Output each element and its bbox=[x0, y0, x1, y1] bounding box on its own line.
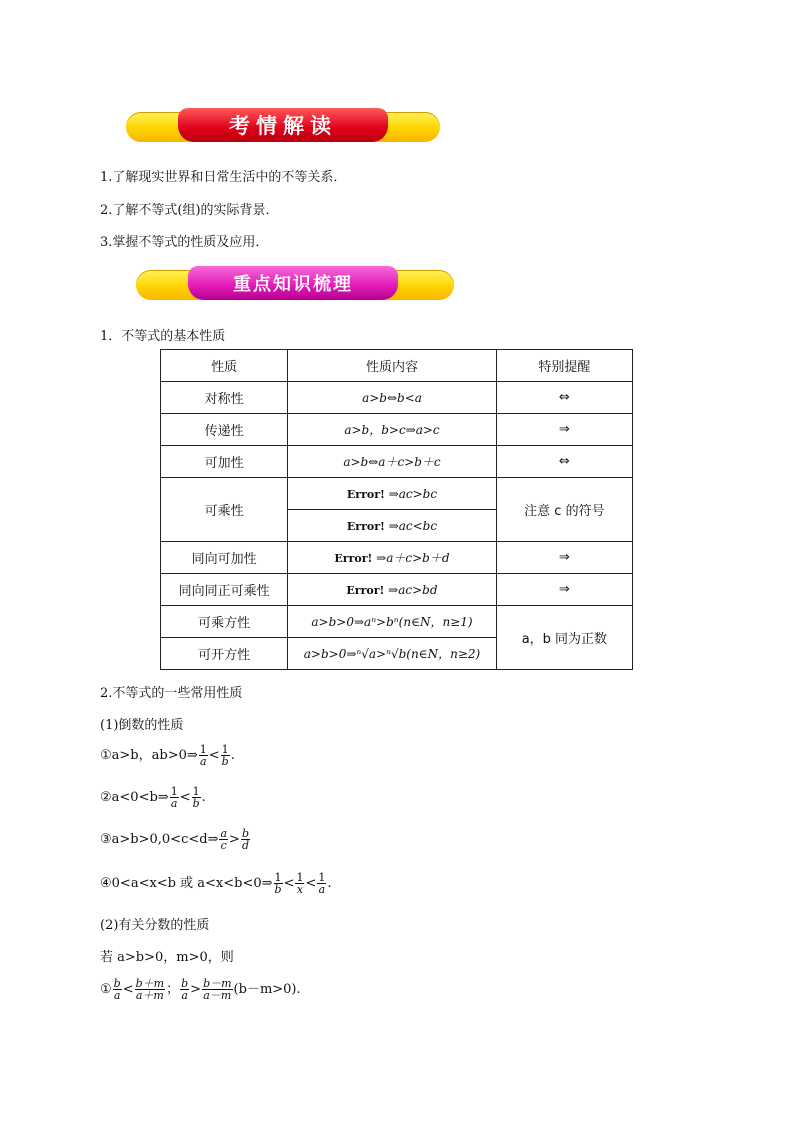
requirement-item: 3.掌握不等式的性质及应用． bbox=[100, 235, 269, 250]
property-note: ⇒ bbox=[496, 542, 632, 574]
operator: < bbox=[122, 982, 134, 997]
numerator: b－m bbox=[203, 977, 232, 990]
denominator: x bbox=[296, 883, 304, 896]
property-content bbox=[288, 606, 497, 638]
section-banner-exam-analysis bbox=[126, 108, 440, 144]
banner-title: 考情解读 bbox=[178, 108, 388, 142]
table-row bbox=[161, 446, 633, 478]
fraction-property-item bbox=[100, 978, 301, 1001]
fraction bbox=[199, 744, 208, 767]
numerator: 1 bbox=[318, 871, 326, 884]
table-row bbox=[161, 414, 633, 446]
denominator: a bbox=[170, 797, 178, 810]
property-content bbox=[288, 638, 497, 670]
denominator: a＋m bbox=[135, 989, 164, 1002]
formula-prefix: ④0<a<x<b 或 a<x<b<0⇒ bbox=[100, 876, 273, 891]
property-name: 可开方性 bbox=[161, 638, 288, 670]
property-name: 可乘方性 bbox=[161, 606, 288, 638]
operator: < bbox=[208, 748, 220, 763]
property-note: ⇔ bbox=[496, 382, 632, 414]
property-content bbox=[288, 446, 497, 478]
property-note: ⇔ bbox=[496, 446, 632, 478]
fraction bbox=[180, 978, 189, 1001]
error-placeholder: Error! bbox=[346, 487, 385, 501]
table-row bbox=[161, 574, 633, 606]
denominator: b bbox=[192, 797, 200, 810]
formula-prefix: ②a<0<b⇒ bbox=[100, 790, 169, 805]
fraction bbox=[192, 786, 201, 809]
requirement-item: 2.了解不等式(组)的实际背景． bbox=[100, 203, 279, 218]
property-name: 传递性 bbox=[161, 414, 288, 446]
numerator: 1 bbox=[274, 871, 282, 884]
fraction bbox=[219, 828, 228, 851]
property-formula: a>b，b>c⇒a>c bbox=[344, 423, 440, 437]
table-header: 性质内容 bbox=[288, 350, 497, 382]
operator: < bbox=[305, 876, 317, 891]
property-note: ⇒ bbox=[496, 414, 632, 446]
denominator: a bbox=[199, 755, 207, 768]
table-header: 特别提醒 bbox=[496, 350, 632, 382]
section-heading: 1．不等式的基本性质 bbox=[100, 329, 226, 344]
property-name: 可乘性 bbox=[161, 478, 288, 542]
property-formula: a>b>0⇒ⁿ√a>ⁿ√b(n∈N，n≥2) bbox=[303, 647, 481, 661]
subsection-heading: (2)有关分数的性质 bbox=[100, 918, 210, 933]
reciprocal-item-4 bbox=[100, 872, 332, 895]
property-formula: a>b>0⇒aⁿ>bⁿ(n∈N，n≥1) bbox=[311, 615, 473, 629]
formula-prefix: ①a>b，ab>0⇒ bbox=[100, 748, 198, 763]
property-note: a，b 同为正数 bbox=[496, 606, 632, 670]
property-name: 同向同正可乘性 bbox=[161, 574, 288, 606]
section-heading: 2.不等式的一些常用性质 bbox=[100, 686, 243, 701]
table-row bbox=[161, 606, 633, 638]
numerator: b bbox=[181, 977, 189, 990]
operator: > bbox=[190, 982, 202, 997]
property-content bbox=[288, 414, 497, 446]
fraction bbox=[113, 978, 122, 1001]
error-placeholder: Error! bbox=[346, 583, 385, 597]
period: . bbox=[201, 790, 206, 805]
operator: < bbox=[179, 790, 191, 805]
property-formula: ⇒ac>bd bbox=[384, 582, 438, 597]
property-name: 同向可加性 bbox=[161, 542, 288, 574]
condition-tail: (b－m>0). bbox=[233, 982, 301, 997]
table-row bbox=[161, 382, 633, 414]
inequality-properties-table bbox=[160, 349, 633, 670]
denominator: c bbox=[220, 839, 227, 852]
reciprocal-item-3 bbox=[100, 828, 251, 851]
reciprocal-item-1 bbox=[100, 744, 235, 767]
table-row bbox=[161, 478, 633, 510]
property-content bbox=[288, 382, 497, 414]
banner-title: 重点知识梳理 bbox=[188, 266, 398, 300]
numerator: b bbox=[113, 977, 121, 990]
numerator: 1 bbox=[221, 743, 229, 756]
formula-prefix: ③a>b>0,0<c<d⇒ bbox=[100, 832, 219, 847]
denominator: a bbox=[181, 989, 188, 1002]
property-content bbox=[288, 542, 497, 574]
table-header: 性质 bbox=[161, 350, 288, 382]
fraction bbox=[135, 978, 165, 1001]
denominator: d bbox=[241, 839, 249, 852]
property-content bbox=[288, 510, 497, 542]
numerator: 1 bbox=[199, 743, 207, 756]
item-marker: ① bbox=[100, 982, 112, 997]
fraction bbox=[241, 828, 250, 851]
fraction bbox=[295, 872, 304, 895]
numerator: 1 bbox=[192, 785, 200, 798]
table-row bbox=[161, 542, 633, 574]
property-formula: ⇒ac>bc bbox=[384, 486, 438, 501]
requirement-item: 1.了解现实世界和日常生活中的不等关系． bbox=[100, 170, 347, 185]
property-note: ⇒ bbox=[496, 574, 632, 606]
section-banner-key-knowledge bbox=[136, 266, 454, 302]
property-formula: ⇒ac<bc bbox=[384, 518, 438, 533]
fraction bbox=[274, 872, 283, 895]
property-content bbox=[288, 478, 497, 510]
period: . bbox=[327, 876, 332, 891]
numerator: b bbox=[241, 827, 249, 840]
error-placeholder: Error! bbox=[346, 519, 385, 533]
period: . bbox=[230, 748, 235, 763]
error-placeholder: Error! bbox=[334, 552, 373, 565]
property-content bbox=[288, 574, 497, 606]
property-name: 可加性 bbox=[161, 446, 288, 478]
fraction bbox=[221, 744, 230, 767]
denominator: a bbox=[318, 883, 326, 896]
fraction bbox=[202, 978, 232, 1001]
denominator: b bbox=[274, 883, 282, 896]
property-formula: a>b⇔b<a bbox=[362, 390, 422, 405]
property-note: 注意 c 的符号 bbox=[496, 478, 632, 542]
separator: ； bbox=[166, 982, 180, 997]
subsection-heading: (1)倒数的性质 bbox=[100, 718, 184, 733]
property-formula: ⇒a＋c>b＋d bbox=[372, 551, 450, 565]
operator: > bbox=[229, 832, 240, 847]
table-header-row bbox=[161, 350, 633, 382]
reciprocal-item-2 bbox=[100, 786, 206, 809]
operator: < bbox=[283, 876, 295, 891]
numerator: 1 bbox=[170, 785, 178, 798]
denominator: a bbox=[113, 989, 121, 1002]
property-formula: a>b⇔a＋c>b＋c bbox=[343, 455, 441, 469]
fraction-condition: 若 a>b>0，m>0，则 bbox=[100, 950, 234, 965]
property-name: 对称性 bbox=[161, 382, 288, 414]
fraction bbox=[317, 872, 326, 895]
numerator: b＋m bbox=[135, 977, 165, 990]
fraction bbox=[170, 786, 179, 809]
numerator: a bbox=[220, 827, 228, 840]
denominator: b bbox=[221, 755, 229, 768]
denominator: a－m bbox=[203, 989, 232, 1002]
numerator: 1 bbox=[296, 871, 304, 884]
